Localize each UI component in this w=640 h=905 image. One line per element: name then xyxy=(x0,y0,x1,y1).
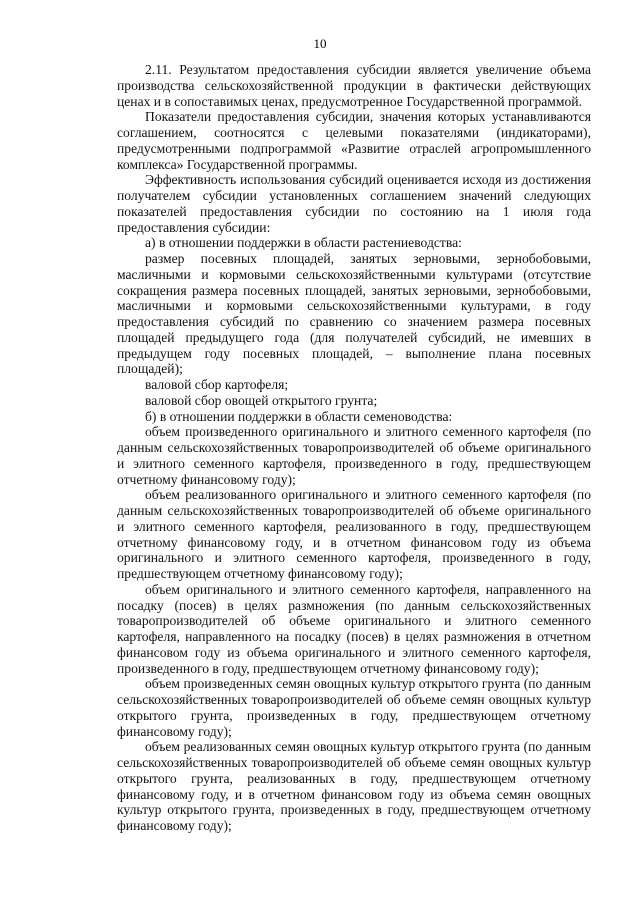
paragraph-sown-area: размер посевных площадей, занятых зерновыми, зернобобовыми, масличными и кормовыми сельскохозяйственными культурами (отсутствие сокращения размера посевных площадей, занятых зерновыми, зернобобовыми, масличными и кормовыми сельскохозяйственными культурами, в году предоставления субсидий по сравнению со значением размера посевных площадей предыдущего года (для получателей субсидий, не имевших в предыдущем году посевных площадей, – выполнение плана посевных площадей); xyxy=(117,251,591,377)
paragraph-sold-seed-potato: объем реализованного оригинального и элитного семенного картофеля (по данным сельскохозяйственных товаропроизводителей об объеме оригинального и элитного семенного картофеля, реализованного в году, предшествующем отчетному финансовому году, и в отчетном финансовом году из объема оригинального и элитного семенного картофеля, произведенного в году, предшествующем отчетному финансовому году); xyxy=(117,487,591,581)
paragraph-indicators: Показатели предоставления субсидии, значения которых устанавливаются соглашением, соотносятся с целевыми показателями (индикаторами), предусмотренными подпрограммой «Развитие отраслей агропромышленного комплекса» Государственной программы. xyxy=(117,109,591,172)
paragraph-planted-seed-potato: объем оригинального и элитного семенного картофеля, направленного на посадку (посев) в целях размножения (по данным сельскохозяйственных товаропроизводителей об объеме оригинального и элитного семенного картофеля, направленного на посадку (посев) в целях размножения в отчетном финансовом году из объема оригинального и элитного семенного картофеля, произведенного в году, предшествующем отчетному финансовому году); xyxy=(117,581,591,676)
document-body xyxy=(117,62,591,834)
paragraph-produced-vegetable-seeds: объем произведенных семян овощных культур открытого грунта (по данным сельскохозяйственных товаропроизводителей об объеме семян овощных культур открытого грунта, произведенных в году, предшествующем отчетному финансовому году); xyxy=(117,676,591,739)
paragraph-sold-vegetable-seeds: объем реализованных семян овощных культур открытого грунта (по данным сельскохозяйственных товаропроизводителей об объеме семян овощных культур открытого грунта, реализованных в году, предшествующем отчетному финансовому году, и в отчетном финансовом году из объема семян овощных культур открытого грунта, произведенных в году, предшествующем отчетному финансовому году); xyxy=(117,739,591,833)
paragraph-crop-production-heading: а) в отношении поддержки в области растениеводства: xyxy=(145,235,462,251)
paragraph-vegetable-harvest: валовой сбор овощей открытого грунта; xyxy=(145,392,378,408)
paragraph-2-11-result: 2.11. Результатом предоставления субсидии является увеличение объема производства сельскохозяйственной продукции в фактически действующих ценах и в сопоставимых ценах, предусмотренное Государственной программой. xyxy=(117,62,591,109)
page-number: 10 xyxy=(313,36,327,51)
paragraph-potato-harvest: валовой сбор картофеля; xyxy=(145,377,289,392)
paragraph-seed-production-heading: б) в отношении поддержки в области семеноводства: xyxy=(145,408,453,424)
paragraph-efficiency: Эффективность использования субсидий оценивается исходя из достижения получателем субсидии установленных соглашением значений следующих показателей предоставления субсидии по состоянию на 1 июля года предоставления субсидии: xyxy=(117,172,591,235)
paragraph-produced-seed-potato: объем произведенного оригинального и элитного семенного картофеля (по данным сельскохозяйственных товаропроизводителей об объеме оригинального и элитного семенного картофеля, произведенного в году, предшествующем отчетному финансовому году); xyxy=(117,424,591,487)
